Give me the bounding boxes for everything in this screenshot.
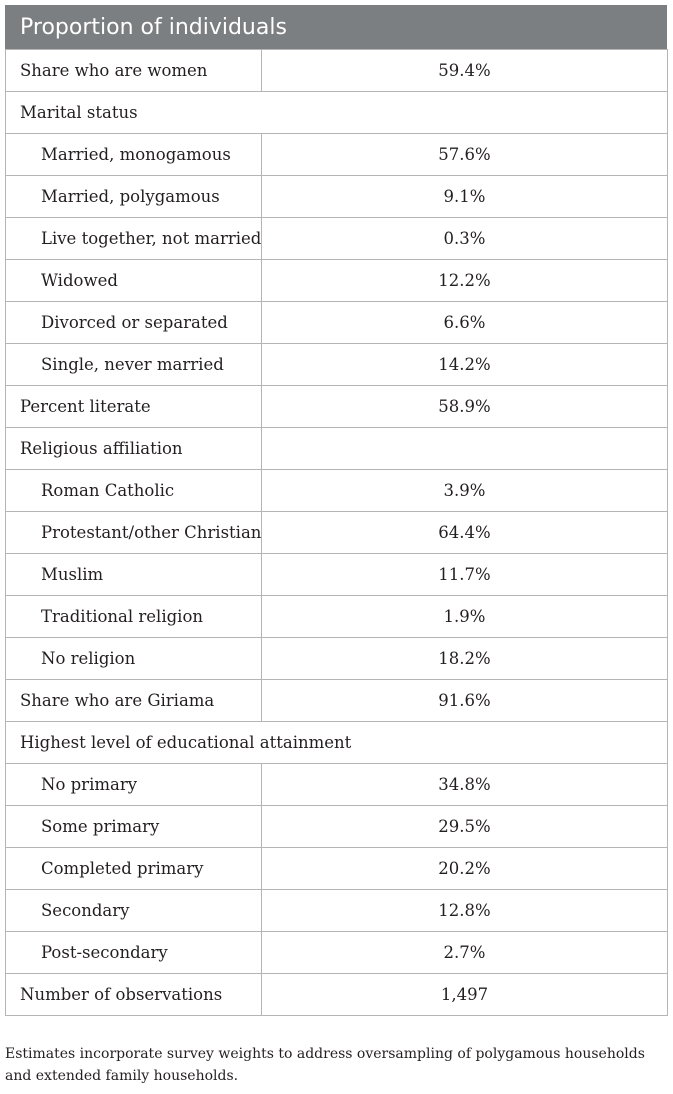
row-value: 12.8%: [262, 890, 668, 932]
row-label: Number of observations: [6, 974, 262, 1016]
row-value: 58.9%: [262, 386, 668, 428]
table-row: [6, 806, 668, 848]
row-label: Religious affiliation: [6, 428, 262, 470]
table-row: [6, 848, 668, 890]
row-value: 91.6%: [262, 680, 668, 722]
row-label: No religion: [6, 638, 262, 680]
row-value: 3.9%: [262, 470, 668, 512]
row-label: Secondary: [6, 890, 262, 932]
table-row: [6, 428, 668, 470]
row-label: Widowed: [6, 260, 262, 302]
row-label: Married, polygamous: [6, 176, 262, 218]
table-row: [6, 50, 668, 92]
row-label: No primary: [6, 764, 262, 806]
table-row: [6, 218, 668, 260]
row-value: 18.2%: [262, 638, 668, 680]
row-value: 6.6%: [262, 302, 668, 344]
row-value: 2.7%: [262, 932, 668, 974]
row-value: 12.2%: [262, 260, 668, 302]
row-value: 1.9%: [262, 596, 668, 638]
table-row: [6, 386, 668, 428]
row-label: Muslim: [6, 554, 262, 596]
table-row: [6, 596, 668, 638]
row-value: 29.5%: [262, 806, 668, 848]
row-value: 14.2%: [262, 344, 668, 386]
table-row: [6, 764, 668, 806]
row-label: Completed primary: [6, 848, 262, 890]
table-row: [6, 974, 668, 1016]
table-body: [5, 49, 668, 1016]
table-row: [6, 932, 668, 974]
row-value: 1,497: [262, 974, 668, 1016]
table-row: [6, 722, 668, 764]
row-label: Live together, not married: [6, 218, 262, 260]
table-row: [6, 680, 668, 722]
row-value: 20.2%: [262, 848, 668, 890]
row-value: 57.6%: [262, 134, 668, 176]
row-label: Share who are Giriama: [6, 680, 262, 722]
row-label: Roman Catholic: [6, 470, 262, 512]
row-value: 64.4%: [262, 512, 668, 554]
table-row: [6, 638, 668, 680]
row-label: Divorced or separated: [6, 302, 262, 344]
table-row: [6, 92, 668, 134]
row-value: 34.8%: [262, 764, 668, 806]
row-label: Share who are women: [6, 50, 262, 92]
row-label: Married, monogamous: [6, 134, 262, 176]
table-row: [6, 134, 668, 176]
row-label: Traditional religion: [6, 596, 262, 638]
row-label: Some primary: [6, 806, 262, 848]
table-row: [6, 302, 668, 344]
row-value: 9.1%: [262, 176, 668, 218]
row-value: [262, 92, 668, 134]
row-label: Protestant/other Christian: [6, 512, 262, 554]
table-row: [6, 470, 668, 512]
table-footnote: Estimates incorporate survey weights to address oversampling of polygamous households and extended family households.: [5, 1046, 645, 1084]
row-label: Percent literate: [6, 386, 262, 428]
table-row: [6, 176, 668, 218]
row-label: Post-secondary: [6, 932, 262, 974]
row-value: [262, 428, 668, 470]
row-label: Highest level of educational attainment: [6, 722, 262, 764]
table-header: Proportion of individuals: [5, 5, 667, 49]
row-value: 59.4%: [262, 50, 668, 92]
row-value: 0.3%: [262, 218, 668, 260]
table-row: [6, 554, 668, 596]
row-label: Single, never married: [6, 344, 262, 386]
table-row: [6, 344, 668, 386]
table-row: [6, 260, 668, 302]
data-table: [5, 5, 667, 1016]
table-row: [6, 512, 668, 554]
table-row: [6, 890, 668, 932]
row-label: Marital status: [6, 92, 262, 134]
row-value: 11.7%: [262, 554, 668, 596]
